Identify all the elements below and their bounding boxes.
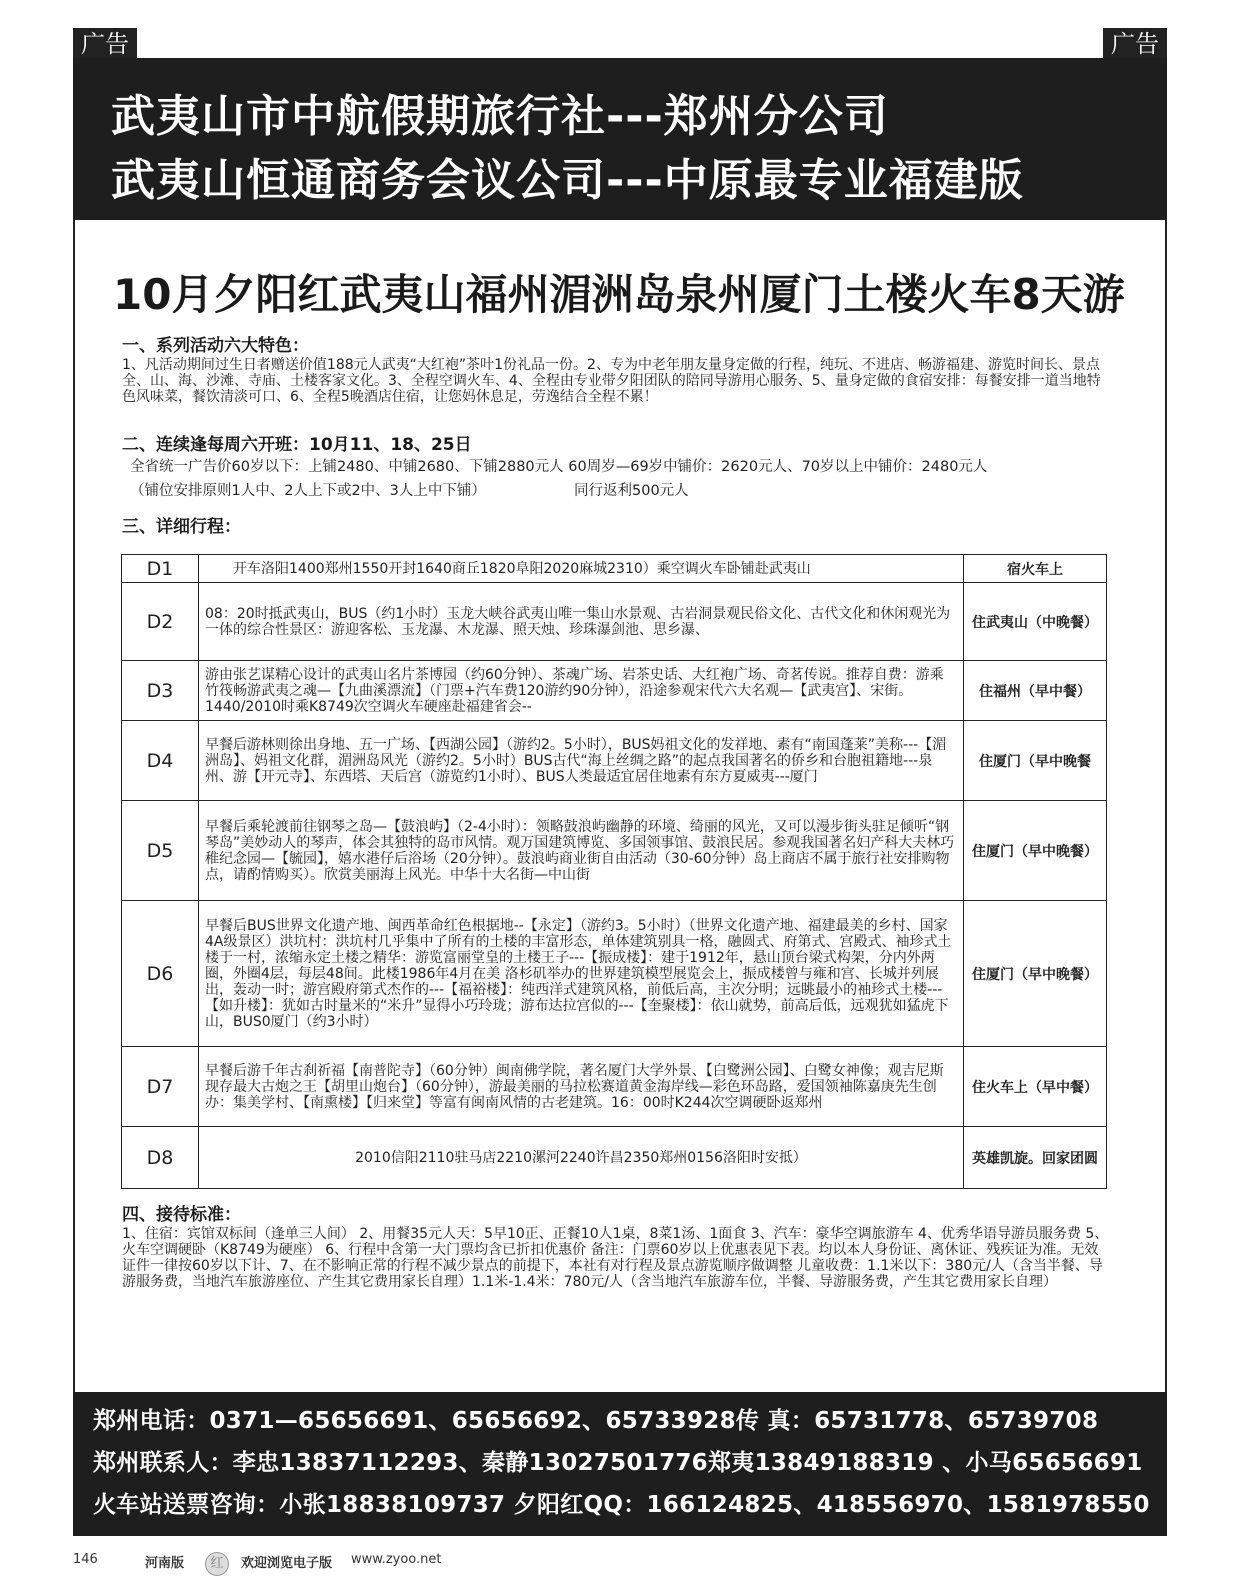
day-stay: 宿火车上 [964, 555, 1107, 583]
day-stay: 住厦门（早中晚餐） [964, 901, 1107, 1047]
table-row [122, 661, 1107, 721]
section-4-text: 1、住宿：宾馆双标间（逢单三人间） 2、用餐35元人天：5早10正、正餐10人1桌，8菜1汤、1面食 3、汽车：豪华空调旅游车 4、优秀华语导游员服务费 5、火车空调硬卧（K8749为硬座） 6、行程中含第一大门票均含已折扣优惠价 备注：门票60岁以上优惠表见下表。均以本人身份证、离休证、残疾证为准。无效证件一律按60岁以下计、7、在不影响正常的行程不减少景点的前提下，本社有对行程及景点游览顺序做调整 儿童收费：1.1米以下：380元/人（含当半餐、导游服务费，当地汽车旅游座位、产生其它费用家长自理）1.1米-1.4米：780元/人（含当地汽车旅游车位，半餐、导游服务费，产生其它费用家长自理） [122, 1226, 1109, 1290]
day-label: D4 [122, 721, 199, 801]
table-row [122, 721, 1107, 801]
ad-tag-left: 广告 [73, 28, 137, 60]
day-description: 早餐后游林则徐出身地、五一广场、【西湖公园】（游约2。5小时），BUS妈祖文化的发祥地、素有“南国蓬莱”美称---【湄洲岛】、妈祖文化群，湄洲岛风光（游约2。5小时）BUS古代“海上丝绸之路”的起点我国著名的侨乡和台胞祖籍地---泉州、游【开元寺】、东西塔、天后宫（游览约1小时）、BUS人类最适宜居住地素有东方夏威夷---厦门 [199, 721, 964, 801]
day-label: D6 [122, 901, 199, 1047]
page-footer [73, 1548, 493, 1574]
section-2-heading: 二、连续逢每周六开班：10月11、18、25日 [122, 435, 472, 455]
section-1-text: 1、凡活动期间过生日者赠送价值188元人武夷“大红袍”茶叶1份礼品一份。2、专为中老年朋友量身定做的行程，纯玩、不进店、畅游福建、游览时间长、景点全、山、海、沙滩、寺庙、土楼客家文化。3、全程空调火车、4、全程由专业带夕阳团队的陪同导游用心服务、5、量身定做的食宿安排：每餐安排一道当地特色风味菜，餐饮清淡可口、6、全程5晚酒店住宿，让您妈休息足，劳逸结合全程不累！ [122, 357, 1101, 405]
day-label: D1 [122, 555, 199, 583]
edition-label: 河南版 [145, 1556, 185, 1571]
day-stay: 英雄凯旋。回家团圆 [964, 1127, 1107, 1189]
table-row [122, 1127, 1107, 1189]
section-2-rebate: 同行返利500元人 [574, 483, 689, 499]
header-line-2: 武夷山恒通商务会议公司---中原最专业福建版 [111, 155, 1024, 206]
day-description: 08：20时抵武夷山，BUS（约1小时）玉龙大峡谷武夷山唯一集山水景观、古岩洞景观民俗文化、古代文化和休闲观光为一体的综合性景区：游迎客松、玉龙瀑、木龙瀑、照天烛、珍珠瀑剑池、思乡瀑、 [199, 583, 964, 661]
section-4-heading: 四、接待标准： [122, 1205, 241, 1225]
table-row [122, 583, 1107, 661]
ticket-consult-line: 火车站送票咨询：小张18838109737 夕阳红QQ：166124825、418556970、1581978550 [93, 1492, 1150, 1518]
section-2-berth-rule: （铺位安排原则1人中、2人上下或2中、3人上中下铺） [130, 483, 486, 499]
day-stay: 住厦门（早中晚餐 [964, 721, 1107, 801]
seal-icon: 红 [205, 1552, 229, 1576]
day-description: 开车洛阳1400郑州1550开封1640商丘1820阜阳2020麻城2310）乘空调火车卧铺赴武夷山 [199, 555, 964, 583]
header-line-1: 武夷山市中航假期旅行社---郑州分公司 [111, 91, 889, 142]
table-row [122, 1047, 1107, 1127]
day-description: 2010信阳2110驻马店2210漯河2240许昌2350郑州0156洛阳时安抵） [199, 1127, 964, 1189]
table-row [122, 555, 1107, 583]
section-3-heading: 三、详细行程： [122, 517, 241, 537]
page-number: 146 [73, 1552, 98, 1567]
day-label: D3 [122, 661, 199, 721]
day-stay: 住火车上（早中餐） [964, 1047, 1107, 1127]
header-band [73, 58, 1167, 220]
table-row [122, 901, 1107, 1047]
page-title: 10月夕阳红武夷山福州湄洲岛泉州厦门土楼火车8天游 [113, 270, 1125, 319]
contact-band [73, 1392, 1167, 1536]
itinerary-table [121, 554, 1107, 1189]
day-description: 早餐后游千年古刹祈福【南普陀寺】（60分钟）闽南佛学院，著名厦门大学外景、【白鹭洲公园】、白鹭女神像；观吉尼斯现存最大古炮之王【胡里山炮台】（60分钟），游最美丽的马拉松赛道黄金海岸线—彩色环岛路，爱国领袖陈嘉庚先生创办：集美学村、【南熏楼】【归来堂】等富有闽南风情的古老建筑。16：00时K244次空调硬卧返郑州 [199, 1047, 964, 1127]
contact-person-line: 郑州联系人：李忠13837112293、秦静13027501776郑夷13849188319 、小马65656691 [93, 1450, 1143, 1476]
day-label: D8 [122, 1127, 199, 1189]
slogan: 欢迎浏览电子版 [241, 1556, 333, 1571]
day-stay: 住武夷山（中晚餐） [964, 583, 1107, 661]
day-description: 游由张艺谋精心设计的武夷山名片茶博园（约60分钟）、茶魂广场、岩茶史话、大红袍广场、奇茗传说。推荐自费：游乘竹筏畅游武夷之魂—【九曲溪漂流】（门票+汽车费120游约90分钟），沿途参观宋代六大名观—【武夷宫】、宋街。1440/2010时乘K8749次空调火车硬座赴福建省会-- [199, 661, 964, 721]
day-label: D5 [122, 801, 199, 901]
day-stay: 住厦门（早中晚餐） [964, 801, 1107, 901]
section-2-price-line: 全省统一广告价60岁以下：上铺2480、中铺2680、下铺2880元人 60周岁—69岁中铺价：2620元人、70岁以上中铺价：2480元人 [130, 459, 988, 475]
day-label: D7 [122, 1047, 199, 1127]
contact-phone-line: 郑州电话：0371—65656691、65656692、65733928传 真：65731778、65739708 [93, 1408, 1099, 1434]
day-description: 早餐后乘轮渡前往钢琴之岛—【鼓浪屿】（2-4小时）：领略鼓浪屿幽静的环境、绮丽的风光，又可以漫步街头驻足倾听“钢琴岛”美妙动人的琴声，体会其独特的岛市风情。观万国建筑博览、多国领事馆、鼓浪民居。参观我国著名妇产科大夫林巧稚纪念园—【毓园】，嬉水港仔后浴场（20分钟）。鼓浪屿商业街自由活动（30-60分钟）岛上商店不属于旅行社安排购物点，请酌情购买）。欣赏美丽海上风光。中华十大名街—中山街 [199, 801, 964, 901]
day-description: 早餐后BUS世界文化遗产地、闽西革命红色根据地--【永定】（游约3。5小时）（世界文化遗产地、福建最美的乡村、国家4A级景区）洪坑村：洪坑村几乎集中了所有的土楼的丰富形态，单体建筑别具一格，融圆式、府第式、宫殿式、袖珍式土楼于一村，浓缩永定土楼之精华：游览富丽堂皇的土楼王子---【振成楼】：建于1912年，悬山顶台梁式构架，分内外两圈，外圈4层，每层48间。此楼1986年4月在美 洛杉矶举办的世界建筑模型展览会上，振成楼曾与雍和宫、长城并列展出，轰动一时；游宫殿府第式杰作的---【福裕楼】：纯西洋式建筑风格，前低后高，主次分明；远眺最小的袖珍式土楼---【如升楼】：犹如古时量米的“米升”显得小巧玲珑；游布达拉宫似的---【奎聚楼】：依山就势，前高后低，远观犹如猛虎下山，BUS0厦门（约3小时） [199, 901, 964, 1047]
ad-tag-right: 广告 [1103, 28, 1167, 60]
table-row [122, 801, 1107, 901]
day-stay: 住福州（早中餐） [964, 661, 1107, 721]
website-link[interactable]: www.zyoo.net [351, 1552, 442, 1567]
section-1-heading: 一、系列活动六大特色： [122, 336, 309, 356]
day-label: D2 [122, 583, 199, 661]
